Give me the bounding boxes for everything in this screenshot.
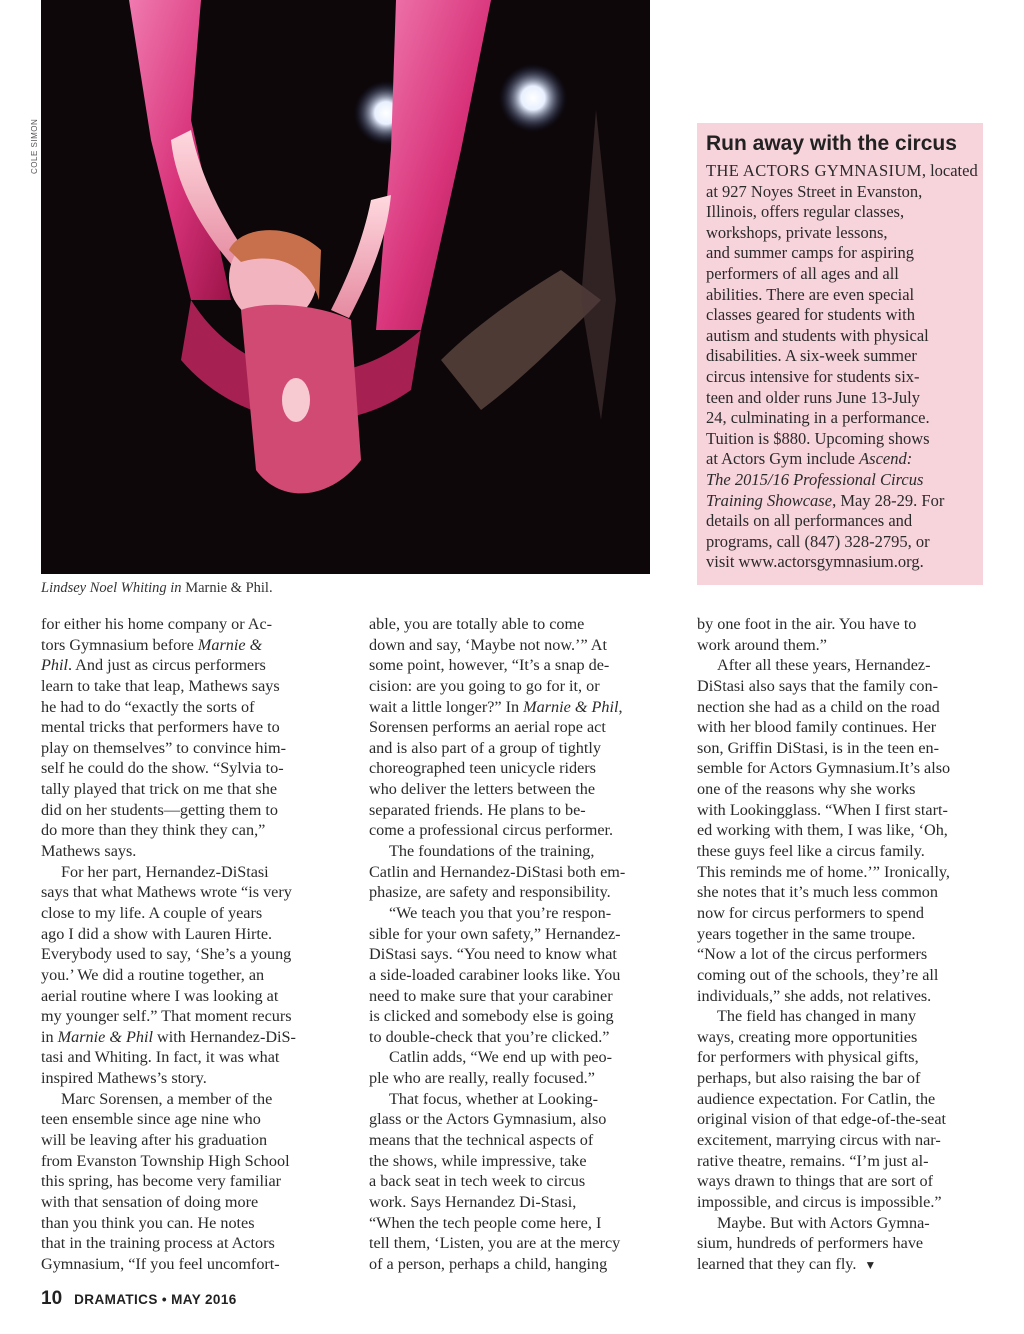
stage-light-right: [499, 64, 567, 132]
sidebar-lead: THE ACTORS GYMNASIUM: [706, 161, 922, 180]
text-line: need to make sure that your carabiner: [369, 986, 613, 1005]
text-line: with that sensation of doing more: [41, 1192, 259, 1211]
text-line: inspired Mathews’s story.: [41, 1069, 207, 1088]
text-line: the shows, while impressive, take: [369, 1151, 587, 1170]
text-line: tally played that trick on me that she: [41, 780, 277, 799]
text-line: ways, creating more opportunities: [697, 1027, 918, 1046]
text-line: with her blood family continues. Her: [697, 718, 937, 737]
sidebar-line: teen and older runs June 13-July: [706, 387, 920, 407]
text-line: he had to do “exactly the sorts of: [41, 697, 255, 716]
text-line: for either his home company or Ac-: [41, 615, 273, 633]
text-line: glass or the Actors Gymnasium, also: [369, 1110, 607, 1129]
sidebar-line: programs, call (847) 328-2795, or: [706, 531, 930, 551]
sidebar-line: Tuition is $880. Upcoming shows: [706, 428, 930, 448]
text-line: means that the technical aspects of: [369, 1131, 594, 1150]
text-line: Catlin adds, “We end up with peo-: [389, 1048, 613, 1067]
text-line: work. Says Hernandez Di-Stasi,: [369, 1192, 577, 1211]
text-line: sible for your own safety,” Hernandez-: [369, 924, 621, 943]
text-line: That focus, whether at Looking-: [389, 1089, 599, 1108]
photo-credit: COLE SIMON: [30, 118, 39, 174]
text-line: semble for Actors Gymnasium.It’s also: [697, 759, 951, 778]
text-line: play on themselves” to convince him-: [41, 738, 286, 757]
text-line: is clicked and somebody else is going: [369, 1007, 614, 1026]
text-line: choreographed teen unicycle riders: [369, 759, 596, 778]
text-line: mental tricks that performers have to: [41, 718, 280, 737]
text-line: in Marnie & Phil with Hernandez-DiS-: [41, 1027, 296, 1046]
text-line: some point, however, “It’s a snap de-: [369, 656, 610, 675]
text-line: Gymnasium, “If you feel uncomfort-: [41, 1254, 280, 1273]
text-line: tasi and Whiting. In fact, it was what: [41, 1048, 280, 1067]
text-line: able, you are totally able to come: [369, 615, 585, 633]
end-mark-icon: ▼: [864, 1257, 877, 1272]
text-line: will be leaving after his graduation: [41, 1131, 268, 1150]
text-line: now for circus performers to spend: [697, 903, 925, 922]
text-line: son, Griffin DiStasi, is in the teen en-: [697, 738, 940, 757]
text-line: and is also part of a group of tightly: [369, 738, 601, 757]
text-line: “When the tech people come here, I: [369, 1213, 602, 1232]
text-line: one of the reasons why she works: [697, 780, 916, 799]
text-line: Marc Sorensen, a member of the: [61, 1089, 273, 1108]
text-line: says that what Mathews wrote “is very: [41, 883, 292, 902]
text-line: she notes that it’s much less common: [697, 883, 938, 902]
text-line: a back seat in tech week to circus: [369, 1172, 586, 1191]
text-line: Everybody used to say, ‘She’s a young: [41, 945, 292, 964]
text-line: ways drawn to things that are sort of: [697, 1172, 934, 1191]
sidebar-line: disabilities. A six-week summer: [706, 346, 917, 366]
text-line: The field has changed in many: [717, 1007, 917, 1026]
text-line: teen ensemble since age nine who: [41, 1110, 261, 1129]
text-line: ed working with them, I was like, ‘Oh,: [697, 821, 948, 840]
text-line: Maybe. But with Actors Gymna-: [717, 1213, 930, 1232]
text-line: individuals,” she adds, not relatives.: [697, 986, 932, 1005]
text-line: my younger self.” That moment recurs: [41, 1007, 292, 1026]
text-line: self he could do the show. “Sylvia to-: [41, 759, 284, 778]
text-line: down and say, ‘Maybe not now.’” At: [369, 635, 607, 654]
sidebar-line: workshops, private lessons,: [706, 222, 888, 242]
sidebar-line: performers of all ages and all: [706, 263, 899, 283]
text-line: for performers with physical gifts,: [697, 1048, 919, 1067]
text-line: learn to take that leap, Mathews says: [41, 676, 280, 695]
sidebar-title: Run away with the circus: [706, 132, 957, 155]
text-line: than you think you can. He notes: [41, 1213, 255, 1232]
text-line: phasize, are safety and responsibility.: [369, 883, 611, 902]
text-line: impossible, and circus is impossible.”: [697, 1192, 942, 1211]
page-number: 10: [41, 1288, 63, 1309]
text-line: you.’ We did a routine together, an: [41, 965, 265, 984]
caption-performer: Lindsey Noel Whiting in: [41, 580, 182, 596]
text-line: For her part, Hernandez-DiStasi: [61, 862, 269, 881]
article-column-3: [697, 614, 989, 1275]
sidebar-line: The 2015/16 Professional Circus: [706, 469, 924, 489]
text-line: aerial routine where I was looking at: [41, 986, 279, 1005]
text-line: perhaps, but also raising the bar of: [697, 1069, 921, 1088]
text-line: to double-check that you’re clicked.”: [369, 1027, 610, 1046]
sidebar-line: 24, culminating in a performance.: [706, 408, 930, 428]
text-line: After all these years, Hernandez-: [717, 656, 931, 675]
text-line: DiStasi also says that the family con-: [697, 676, 938, 695]
sidebar-line: THE ACTORS GYMNASIUM, located: [706, 161, 978, 180]
text-line: of a person, perhaps a child, hanging: [369, 1254, 608, 1273]
sidebar-box: [697, 123, 983, 585]
aerial-performer-photo: [41, 0, 650, 574]
sidebar-line: visit www.actorsgymnasium.org.: [706, 552, 924, 572]
text-line: rative theatre, remains. “I’m just al-: [697, 1151, 929, 1170]
text-line: sium, hundreds of performers have: [697, 1234, 924, 1253]
sidebar-line: circus intensive for students six-: [706, 366, 920, 386]
text-line: excitement, marrying circus with nar-: [697, 1131, 941, 1150]
text-line: ago I did a show with Lauren Hirte.: [41, 924, 273, 943]
article-column-1: [41, 614, 333, 1275]
text-line: close to my life. A couple of years: [41, 903, 263, 922]
text-line: these guys feel like a circus family.: [697, 842, 925, 861]
text-line: do more than they think they can,”: [41, 821, 266, 840]
magazine-issue: DRAMATICS • MAY 2016: [74, 1292, 237, 1307]
photo-illustration: [41, 0, 650, 574]
text-line: wait a little longer?” In Marnie & Phil,: [369, 697, 623, 716]
text-line: work around them.”: [697, 635, 827, 654]
text-line: Phil. And just as circus performers: [41, 656, 266, 675]
text-line: years together in the same troupe.: [697, 924, 916, 943]
sidebar-line: details on all performances and: [706, 511, 913, 531]
sidebar-line: abilities. There are even special: [706, 284, 915, 304]
text-line: coming out of the schools, they’re all: [697, 965, 939, 984]
text-line: from Evanston Township High School: [41, 1151, 290, 1170]
text-line: cision: are you going to go for it, or: [369, 676, 600, 695]
caption-show: Marnie & Phil.: [181, 580, 273, 596]
text-line: a side-loaded carabiner looks like. You: [369, 965, 621, 984]
text-line: did on her students—getting them to: [41, 800, 278, 819]
text-line: by one foot in the air. You have to: [697, 615, 917, 633]
text-line: come a professional circus performer.: [369, 821, 614, 840]
page-footer: [41, 1288, 237, 1310]
text-line: This reminds me of home.’” Ironically,: [697, 862, 950, 881]
text-line: The foundations of the training,: [389, 842, 595, 861]
sidebar-line: and summer camps for aspiring: [706, 243, 915, 263]
sidebar-line: Illinois, offers regular classes,: [706, 202, 905, 222]
text-line: “Now a lot of the circus performers: [697, 945, 928, 964]
text-line: original vision of that edge-of-the-seat: [697, 1110, 947, 1129]
text-line: audience expectation. For Catlin, the: [697, 1089, 936, 1108]
text-line: tors Gymnasium before Marnie &: [41, 635, 263, 654]
text-line: tell them, ‘Listen, you are at the mercy: [369, 1234, 621, 1253]
article-column-2: [369, 614, 661, 1275]
text-line: this spring, has become very familiar: [41, 1172, 282, 1191]
text-line: ple who are really, really focused.”: [369, 1069, 595, 1088]
text-line: “We teach you that you’re respon-: [389, 903, 612, 922]
text-line: Mathews says.: [41, 842, 137, 861]
text-line: Sorensen performs an aerial rope act: [369, 718, 606, 737]
text-line: who deliver the letters between the: [369, 780, 596, 799]
text-line: DiStasi says. “You need to know what: [369, 945, 617, 964]
text-line: Catlin and Hernandez-DiStasi both em-: [369, 862, 626, 881]
sidebar-line: classes geared for students with: [706, 305, 915, 325]
text-line: with Lookingglass. “When I first start-: [697, 800, 948, 819]
sidebar-line: Training Showcase, May 28-29. For: [706, 490, 945, 510]
sidebar-line: autism and students with physical: [706, 325, 929, 345]
text-line: learned that they can fly. ▼: [697, 1254, 877, 1273]
text-line: that in the training process at Actors: [41, 1234, 275, 1253]
sidebar-line: at 927 Noyes Street in Evanston,: [706, 181, 923, 201]
photo-caption: [41, 580, 273, 597]
text-line: nection she had as a child on the road: [697, 697, 940, 716]
text-line: separated friends. He plans to be-: [369, 800, 586, 819]
sidebar-line: at Actors Gym include Ascend:: [706, 449, 913, 469]
